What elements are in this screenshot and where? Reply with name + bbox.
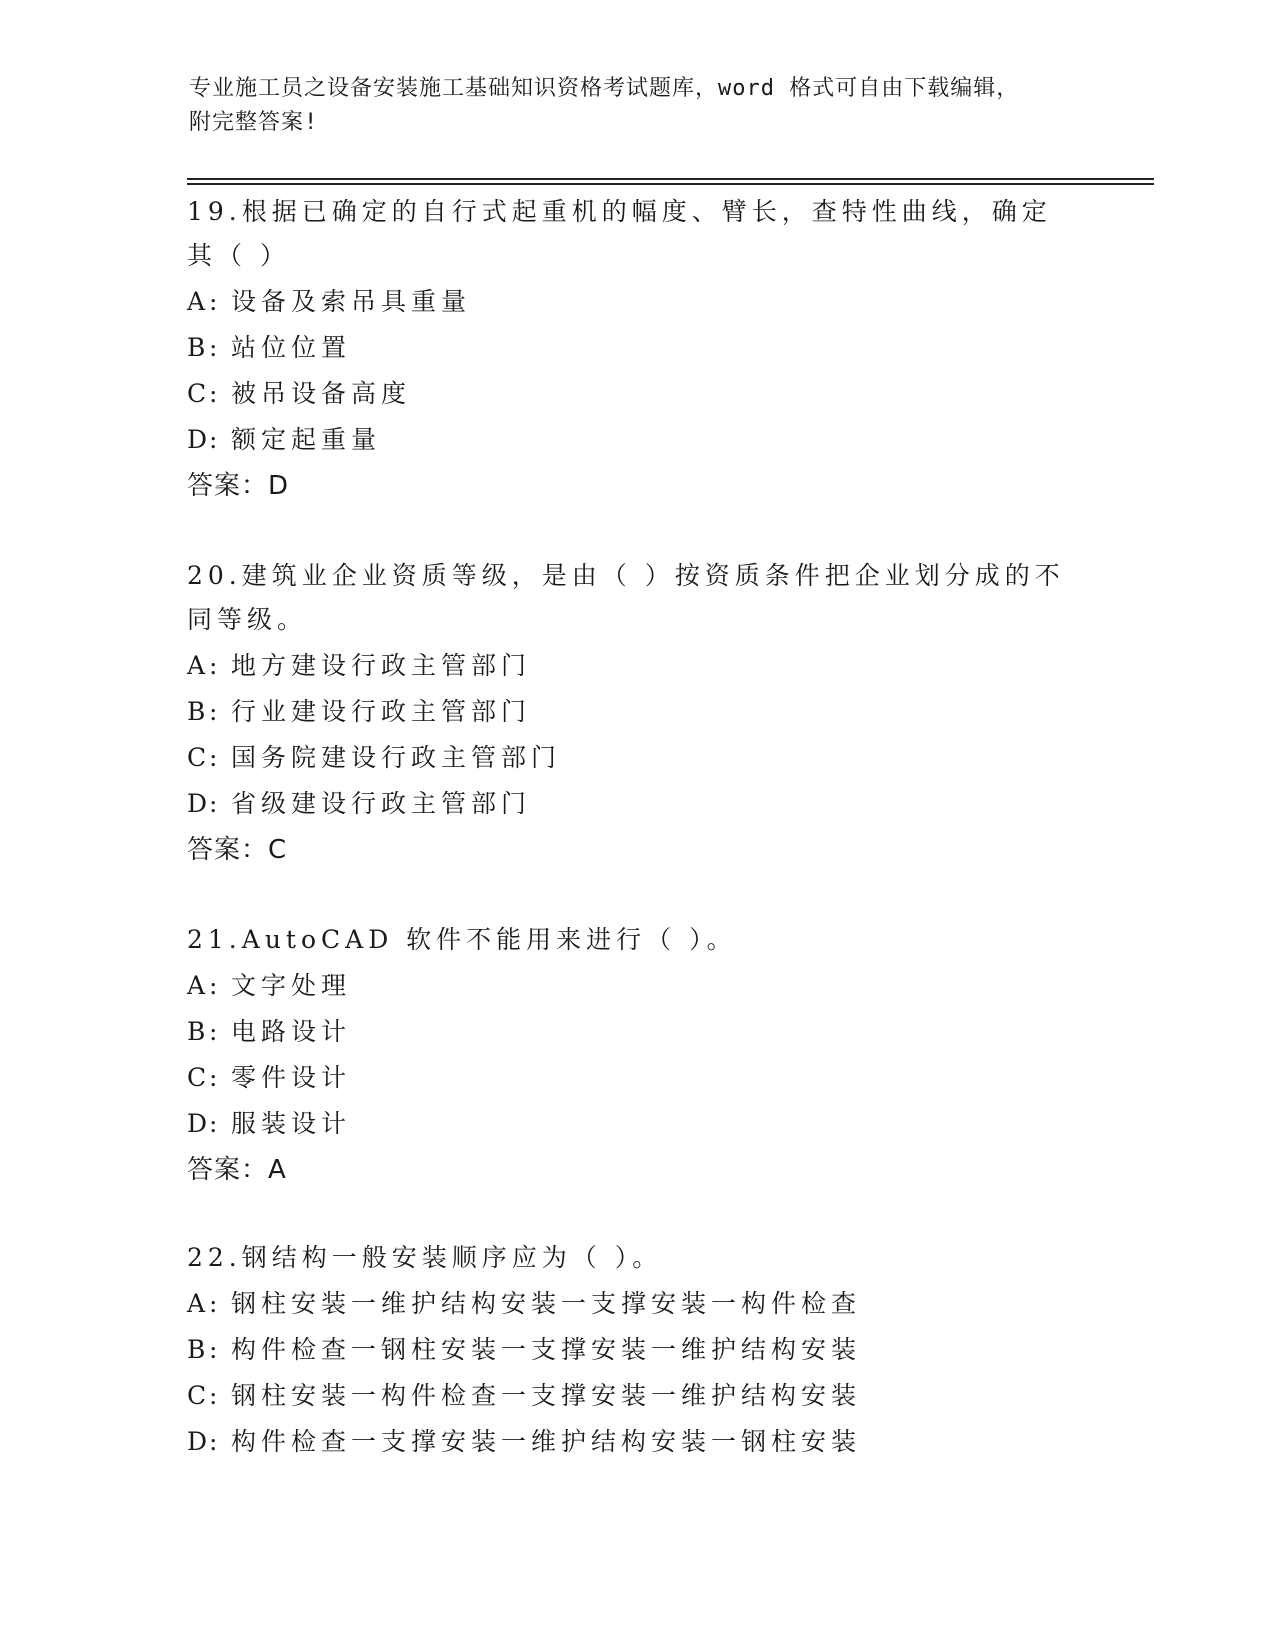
option-text: 设备及索吊具重量 xyxy=(231,287,472,316)
option-c xyxy=(187,1374,1077,1418)
answer: 答案：D xyxy=(187,471,290,501)
option-text: 服装设计 xyxy=(231,1109,352,1138)
option-letter: C xyxy=(187,1063,207,1092)
option-separator: : xyxy=(209,1335,223,1364)
option-d xyxy=(187,782,1077,826)
option-separator: : xyxy=(209,743,223,772)
option-a xyxy=(187,644,1077,688)
option-b xyxy=(187,1328,1077,1372)
option-separator: : xyxy=(209,1109,223,1138)
header-line-2: 附完整答案! xyxy=(189,110,319,135)
option-letter: A xyxy=(187,651,206,680)
option-c xyxy=(187,372,1077,416)
option-separator: : xyxy=(209,971,223,1000)
header-line-1: 专业施工员之设备安装施工基础知识资格考试题库，word 格式可自由下载编辑， xyxy=(189,76,1020,101)
option-letter: D xyxy=(187,1427,208,1456)
question-stem: 20.建筑业企业资质等级，是由（ ）按资质条件把企业划分成的不同等级。 xyxy=(187,561,1065,634)
document-header xyxy=(189,72,1069,140)
option-b xyxy=(187,326,1077,370)
question-21 xyxy=(187,918,1077,1192)
option-letter: D xyxy=(187,425,208,454)
answer: 答案：C xyxy=(187,835,288,865)
option-c xyxy=(187,736,1077,780)
option-a xyxy=(187,280,1077,324)
question-stem: 19.根据已确定的自行式起重机的幅度、臂长，查特性曲线，确定其（ ） xyxy=(187,197,1052,270)
option-text: 钢柱安装一构件检查一支撑安装一维护结构安装 xyxy=(231,1381,862,1410)
option-text: 电路设计 xyxy=(231,1017,352,1046)
option-text: 国务院建设行政主管部门 xyxy=(231,743,562,772)
header-divider-top xyxy=(187,178,1154,180)
option-d xyxy=(187,1420,1077,1464)
option-letter: B xyxy=(187,1335,206,1364)
option-separator: : xyxy=(209,287,223,316)
question-20 xyxy=(187,554,1077,872)
option-separator: : xyxy=(209,1063,223,1092)
option-letter: A xyxy=(187,287,206,316)
option-d xyxy=(187,418,1077,462)
option-letter: A xyxy=(187,971,206,1000)
option-separator: : xyxy=(209,789,223,818)
option-letter: C xyxy=(187,1381,207,1410)
option-text: 额定起重量 xyxy=(231,425,382,454)
option-b xyxy=(187,1010,1077,1054)
option-text: 构件检查一支撑安装一维护结构安装一钢柱安装 xyxy=(231,1427,862,1456)
option-separator: : xyxy=(209,1427,223,1456)
option-text: 站位位置 xyxy=(231,333,352,362)
option-separator: : xyxy=(209,425,223,454)
option-separator: : xyxy=(209,1017,223,1046)
option-letter: B xyxy=(187,1017,206,1046)
option-text: 地方建设行政主管部门 xyxy=(231,651,532,680)
option-text: 文字处理 xyxy=(231,971,352,1000)
option-text: 被吊设备高度 xyxy=(231,379,412,408)
option-separator: : xyxy=(209,1289,223,1318)
option-text: 行业建设行政主管部门 xyxy=(231,697,532,726)
option-b xyxy=(187,690,1077,734)
option-separator: : xyxy=(209,379,223,408)
question-19 xyxy=(187,190,1077,508)
option-letter: A xyxy=(187,1289,206,1318)
option-letter: C xyxy=(187,743,207,772)
question-stem: 21.AutoCAD 软件不能用来进行（ ）。 xyxy=(187,925,737,954)
option-letter: D xyxy=(187,1109,208,1138)
option-separator: : xyxy=(209,697,223,726)
question-stem: 22.钢结构一般安装顺序应为（ ）。 xyxy=(187,1243,663,1272)
question-22 xyxy=(187,1236,1077,1464)
option-text: 钢柱安装一维护结构安装一支撑安装一构件检查 xyxy=(231,1289,862,1318)
option-separator: : xyxy=(209,1381,223,1410)
option-separator: : xyxy=(209,651,223,680)
option-c xyxy=(187,1056,1077,1100)
option-letter: B xyxy=(187,333,206,362)
header-divider-bottom xyxy=(187,183,1154,185)
option-letter: B xyxy=(187,697,206,726)
option-text: 省级建设行政主管部门 xyxy=(231,789,532,818)
option-a xyxy=(187,1282,1077,1326)
option-a xyxy=(187,964,1077,1008)
option-separator: : xyxy=(209,333,223,362)
option-text: 构件检查一钢柱安装一支撑安装一维护结构安装 xyxy=(231,1335,862,1364)
option-text: 零件设计 xyxy=(231,1063,352,1092)
option-letter: C xyxy=(187,379,207,408)
option-d xyxy=(187,1102,1077,1146)
option-letter: D xyxy=(187,789,208,818)
answer: 答案：A xyxy=(187,1155,287,1185)
